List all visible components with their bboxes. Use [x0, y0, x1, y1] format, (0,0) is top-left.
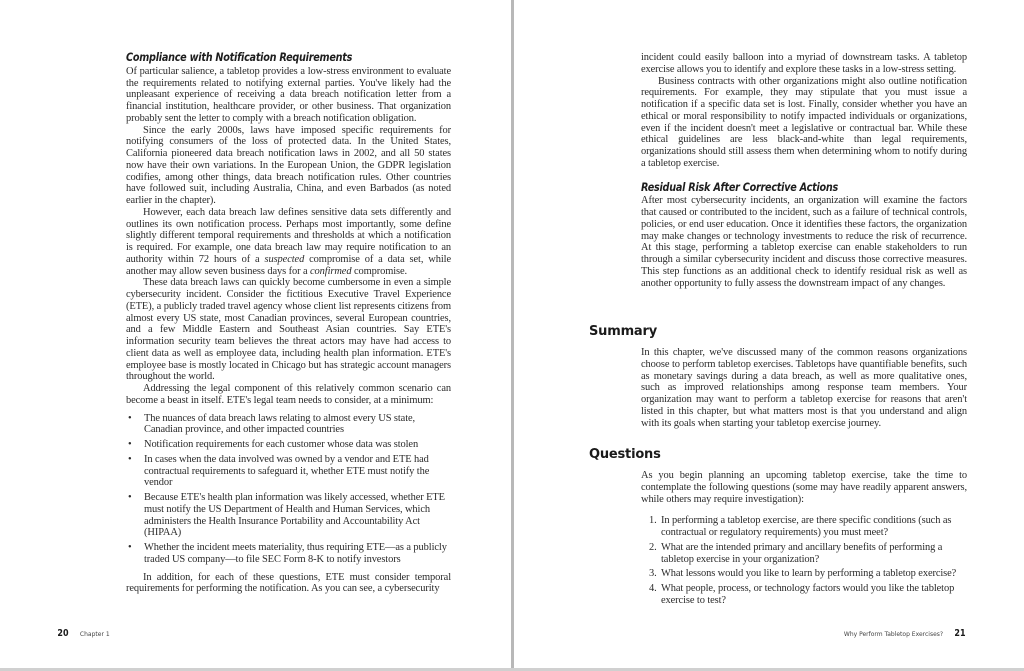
text-run: compromise of a data set, while another may allow seven business days for a	[126, 253, 451, 277]
page-number: 20	[57, 628, 69, 639]
page-number: 21	[954, 628, 966, 639]
bullet-icon: •	[128, 439, 132, 450]
bullet-icon: •	[128, 453, 132, 465]
list-item	[649, 542, 967, 566]
text-run: compromise.	[351, 265, 408, 277]
list-item	[649, 515, 967, 539]
legal-considerations-list	[126, 413, 451, 566]
list-item-text: In cases when the data involved was owned by a vendor and ETE had contractual requirements to safeguard it, whether ETE must notify the vendor	[144, 453, 430, 489]
list-item-text: What are the intended primary and ancillary benefits of performing a tabletop exercise in your organization?	[661, 541, 943, 565]
section-heading-summary: Summary	[589, 324, 657, 339]
section-heading-residual-risk: Residual Risk After Corrective Actions	[641, 179, 839, 194]
emphasis-suspected: suspected	[264, 253, 305, 265]
summary-block	[641, 347, 967, 429]
paragraph: After most cybersecurity incidents, an organization will examine the factors that caused or contributed to the incident, such as a failure of technical controls, policies, or end user education. Once it identifies these factors, the organization may make changes or technology investments to reduce the risk of recurrence. At this stage, performing a tabletop exercise can enable stakeholders to run through a similar cybersecurity incident and discuss those corrective measures. This step functions as an additional check to identify residual risk as well as another opportunity to fully assess the downstream impact of any changes.	[641, 195, 967, 289]
questions-list	[649, 515, 967, 606]
list-item	[126, 492, 451, 539]
questions-block	[641, 470, 967, 610]
list-item	[126, 542, 451, 566]
right-page-column	[641, 52, 967, 289]
paragraph: Business contracts with other organizations might also outline notification requirements. For example, they may stipulate that you must issue a notification if a specific data set is lost. Finally, consider whether you have an ethical or moral responsibility to notify impacted individuals or organizations, even if the incident doesn't meet a legislative or contractual bar. While these ethical guidelines are less black-and-white than legal requirements, organizations should still assess them when determining whom to notify during a tabletop exercise.	[641, 75, 967, 169]
emphasis-confirmed: confirmed	[310, 265, 352, 277]
paragraph: incident could easily balloon into a myriad of downstream tasks. A tabletop exercise allows you to identify and explore these tasks in a low-stress setting.	[641, 52, 967, 75]
list-item-text: Whether the incident meets materiality, thus requiring ETE—as a publicly traded US company—to file SEC Form 8-K to notify investors	[144, 542, 447, 565]
left-page-column	[126, 52, 451, 595]
list-item	[649, 583, 967, 607]
list-item	[126, 439, 451, 451]
left-page	[0, 0, 511, 671]
bullet-icon: •	[128, 492, 132, 503]
list-item-text: What people, process, or technology factors would you like the tabletop exercise to test?	[661, 583, 955, 606]
list-item-text: Notification requirements for each customer whose data was stolen	[144, 439, 419, 450]
bullet-icon: •	[128, 412, 132, 424]
item-number: 3.	[649, 568, 657, 580]
paragraph: Of particular salience, a tabletop provides a low-stress environment to evaluate the requirements related to notifying external parties. You've likely had the unpleasant experience of receiving a data breach notification letter from a financial institution, healthcare provider, or other business. That organization probably sent the letter to comply with a breach notification obligation.	[126, 65, 451, 124]
item-number: 1.	[649, 515, 657, 527]
right-page	[514, 0, 1024, 671]
list-item	[126, 413, 451, 437]
right-page-footer	[844, 628, 967, 639]
running-head: Why Perform Tabletop Exercises?	[843, 631, 944, 638]
left-page-footer	[56, 628, 110, 639]
item-number: 4.	[649, 583, 657, 594]
paragraph: Addressing the legal component of this relatively common scenario can become a beast in itself. ETE's legal team needs to consider, at a minimum:	[126, 383, 451, 406]
list-item-text: In performing a tabletop exercise, are there specific conditions (such as contractual or regulatory requirements) you must meet?	[661, 515, 952, 538]
paragraph: In this chapter, we've discussed many of the common reasons organizations choose to perform tabletop exercises. Tabletops have quantifiable benefits, such as monetary savings during a data breach, as well as more qualitative ones, such as improved relationships among response team members. Your organization may want to perform a tabletop exercise for reasons that aren't listed in this chapter, but what matters most is that you understand and align with its goals when starting your tabletop exercise journey.	[641, 347, 967, 429]
text-run: However, each data breach law defines sensitive data sets differently and outlines its own notification process. Perhaps most importantly, some define slightly different temporal requirements and thresholds at which a notification is required. For example, one data breach law may require notification to an authority within 72 hours of a	[126, 206, 451, 265]
list-item	[126, 454, 451, 489]
paragraph: In addition, for each of these questions, ETE must consider temporal requirements for performing the notification. As you can see, a cybersecurity	[126, 571, 451, 595]
paragraph-temporal	[126, 207, 451, 278]
list-item	[649, 568, 967, 580]
section-heading-questions: Questions	[589, 447, 661, 462]
paragraph: These data breach laws can quickly become cumbersome in even a simple cybersecurity incident. Consider the fictitious Executive Travel Experience (ETE), a publicly traded travel agency whose client list represents citizens from almost every US state, most Canadian provinces, several European countries, and a few Middle Eastern and Southeast Asian countries. Say ETE's information security team believes the threat actors may have had access to client data as well as employee data, including health plan information. ETE's employee base is mostly located in Chicago but has strategic account managers throughout the world.	[126, 277, 451, 383]
section-heading-compliance: Compliance with Notification Requirements	[126, 50, 353, 64]
running-head: Chapter 1	[79, 631, 110, 638]
bullet-icon: •	[128, 542, 132, 553]
list-item-text: The nuances of data breach laws relating to almost every US state, Canadian province, and other impacted countries	[144, 412, 416, 436]
paragraph: As you begin planning an upcoming tabletop exercise, take the time to contemplate the following questions (some may have readily apparent answers, while others may require investigation):	[641, 470, 967, 505]
list-item-text: Because ETE's health plan information was likely accessed, whether ETE must notify the US Department of Health and Human Services, which administers the Health Insurance Portability and Accountability Act (HIPAA)	[144, 492, 445, 539]
paragraph: Since the early 2000s, laws have imposed specific requirements for notifying consumers of the loss of protected data. In the United States, California pioneered data breach notification laws in 2002, and all 50 states now have their own variations. In the European Union, the GDPR legislation codifies, among other things, data breach notification rules. Other countries have followed suit, including Australia, China, and even Barbados (as noted earlier in the chapter).	[126, 124, 451, 206]
list-item-text: What lessons would you like to learn by performing a tabletop exercise?	[661, 568, 957, 580]
item-number: 2.	[649, 541, 657, 553]
